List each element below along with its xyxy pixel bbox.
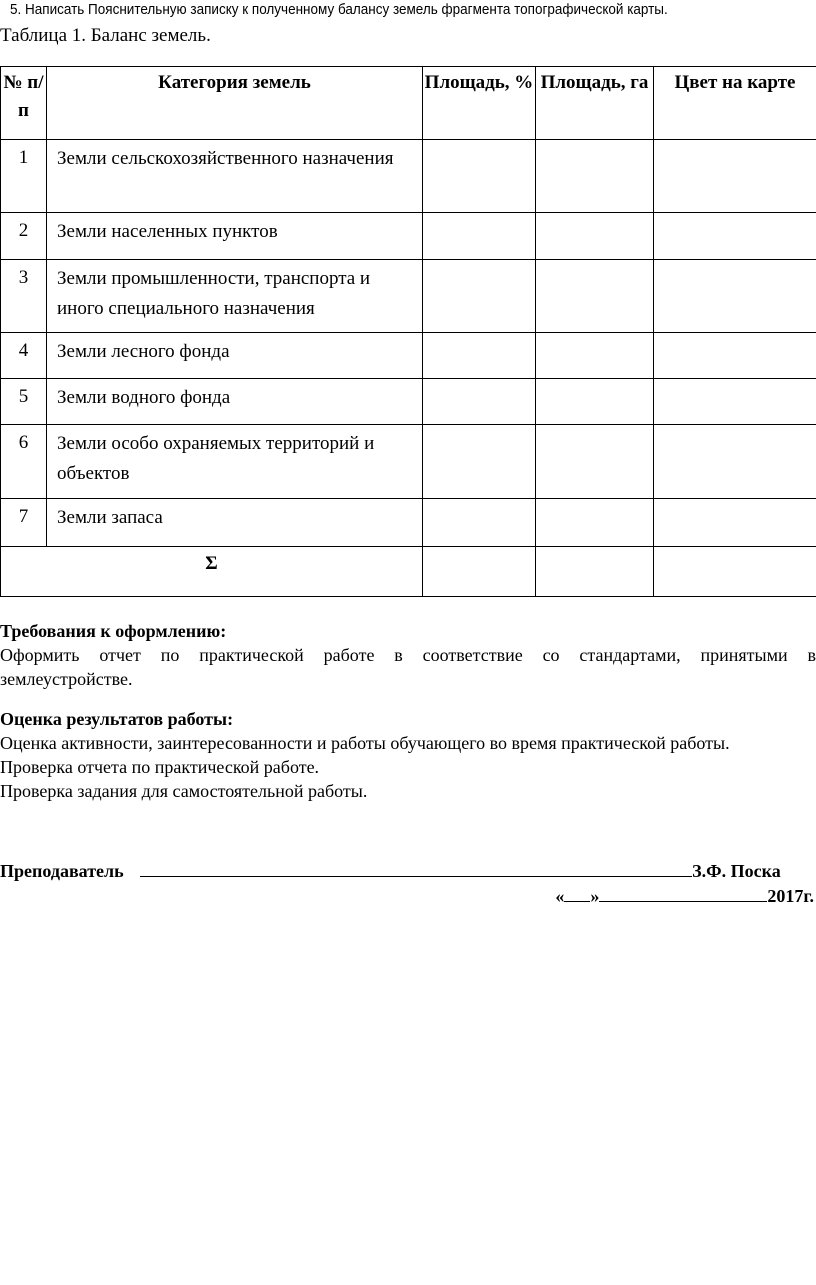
cell-map-color[interactable] xyxy=(654,499,816,547)
cell-area-percent[interactable] xyxy=(423,425,536,499)
row-num: 1 xyxy=(1,140,47,213)
header-area-percent: Площадь, % xyxy=(423,67,536,140)
evaluation-item: Проверка отчета по практической работе. xyxy=(0,757,320,777)
cell-area-ha[interactable] xyxy=(536,260,654,333)
year-text: 2017г. xyxy=(767,886,814,906)
table-header-row xyxy=(1,67,816,140)
row-num: 3 xyxy=(1,260,47,333)
row-category: Земли особо охраняемых территорий и объектов xyxy=(47,425,423,499)
row-category: Земли водного фонда xyxy=(47,379,423,425)
requirements-section xyxy=(0,619,816,691)
date-line xyxy=(555,883,814,908)
date-open-quote: « xyxy=(555,886,565,906)
cell-area-percent-total[interactable] xyxy=(423,547,536,597)
row-num: 2 xyxy=(1,213,47,260)
table-sum-row xyxy=(1,547,816,597)
cell-area-percent[interactable] xyxy=(423,499,536,547)
cell-area-percent[interactable] xyxy=(423,333,536,379)
teacher-signature-line xyxy=(0,858,816,883)
cell-map-color-total[interactable] xyxy=(654,547,816,597)
requirements-text-line1: Оформить отчет по практической работе в соответствие со стандартами, принятыми в xyxy=(0,645,816,665)
cell-area-percent[interactable] xyxy=(423,140,536,213)
teacher-name: З.Ф. Поска xyxy=(692,861,781,881)
land-balance-table xyxy=(0,66,816,597)
table-caption: Таблица 1. Баланс земель. xyxy=(0,25,211,46)
cell-map-color[interactable] xyxy=(654,260,816,333)
table-row xyxy=(1,499,816,547)
header-category: Категория земель xyxy=(47,67,423,140)
cell-map-color[interactable] xyxy=(654,425,816,499)
day-blank[interactable] xyxy=(564,883,590,902)
cell-map-color[interactable] xyxy=(654,379,816,425)
cell-area-ha[interactable] xyxy=(536,140,654,213)
table-row xyxy=(1,379,816,425)
requirements-title: Требования к оформлению: xyxy=(0,621,227,641)
row-num: 5 xyxy=(1,379,47,425)
table-row xyxy=(1,140,816,213)
row-num: 6 xyxy=(1,425,47,499)
row-category: Земли населенных пунктов xyxy=(47,213,423,260)
evaluation-title: Оценка результатов работы: xyxy=(0,709,234,729)
row-num: 7 xyxy=(1,499,47,547)
sum-symbol: Σ xyxy=(1,547,423,597)
cell-map-color[interactable] xyxy=(654,140,816,213)
cell-area-ha-total[interactable] xyxy=(536,547,654,597)
signature-blank[interactable] xyxy=(140,858,692,877)
evaluation-item: Проверка задания для самостоятельной работы. xyxy=(0,781,368,801)
cell-area-percent[interactable] xyxy=(423,213,536,260)
cell-map-color[interactable] xyxy=(654,333,816,379)
cell-area-ha[interactable] xyxy=(536,379,654,425)
row-category: Земли сельскохозяйственного назначения xyxy=(47,140,423,213)
header-area-ha: Площадь, га xyxy=(536,67,654,140)
row-category: Земли запаса xyxy=(47,499,423,547)
cell-area-ha[interactable] xyxy=(536,425,654,499)
header-num: № п/п xyxy=(1,67,47,140)
month-blank[interactable] xyxy=(599,883,767,902)
evaluation-section xyxy=(0,707,816,803)
evaluation-item: Оценка активности, заинтересованности и работы обучающего во время практической работы. xyxy=(0,733,730,753)
table-row xyxy=(1,333,816,379)
cell-area-ha[interactable] xyxy=(536,499,654,547)
cell-area-ha[interactable] xyxy=(536,333,654,379)
task-heading: 5. Написать Пояснительную записку к полученному балансу земель фрагмента топографической карты. xyxy=(10,1,668,18)
cell-area-ha[interactable] xyxy=(536,213,654,260)
table-row xyxy=(1,260,816,333)
row-num: 4 xyxy=(1,333,47,379)
row-category: Земли промышленности, транспорта и иного специального назначения xyxy=(47,260,423,333)
date-close-quote: » xyxy=(590,886,600,906)
table-row xyxy=(1,425,816,499)
header-map-color: Цвет на карте xyxy=(654,67,816,140)
requirements-text-line2: землеустройстве. xyxy=(0,669,133,689)
cell-map-color[interactable] xyxy=(654,213,816,260)
cell-area-percent[interactable] xyxy=(423,260,536,333)
row-category: Земли лесного фонда xyxy=(47,333,423,379)
table-row xyxy=(1,213,816,260)
cell-area-percent[interactable] xyxy=(423,379,536,425)
teacher-label: Преподаватель xyxy=(0,861,124,881)
